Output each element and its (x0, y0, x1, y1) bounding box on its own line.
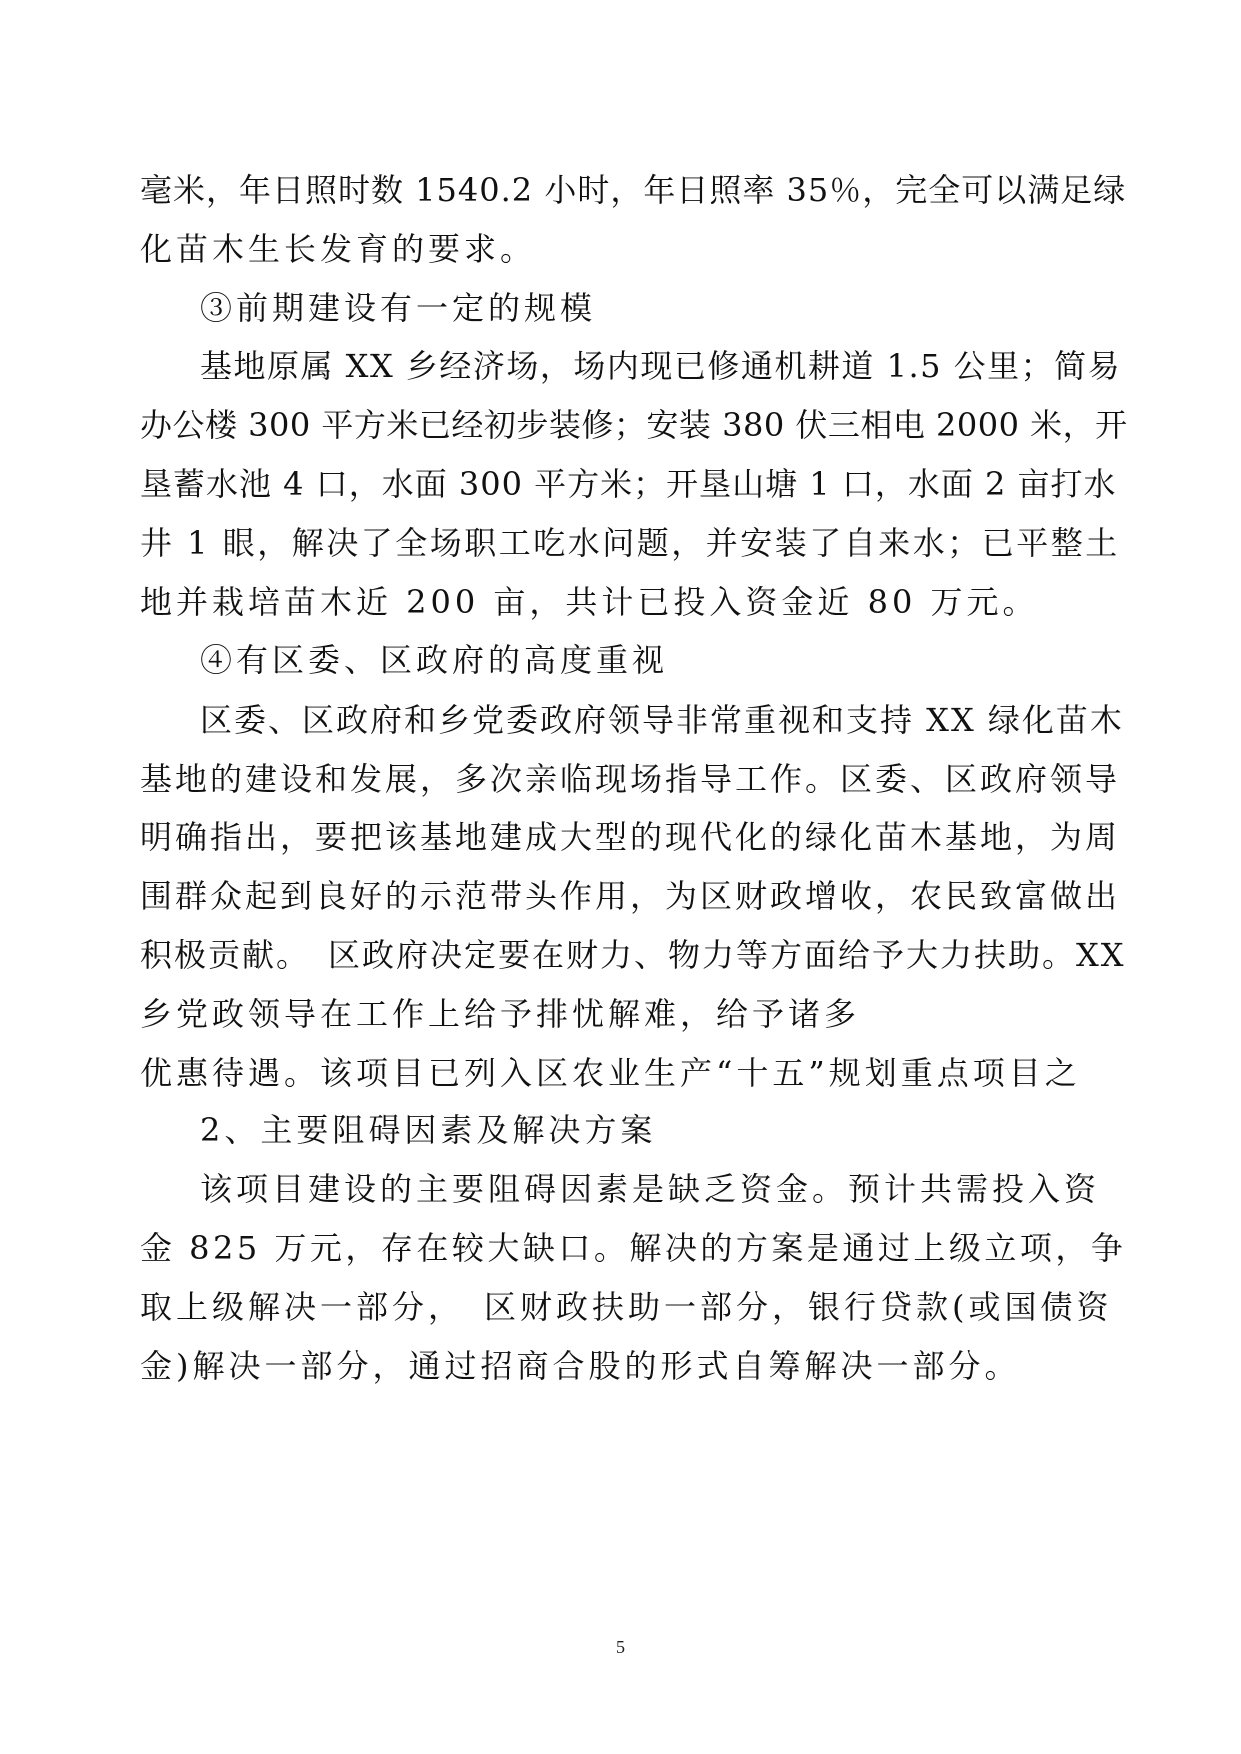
text-line: 地并栽培苗木近 200 亩，共计已投入资金近 80 万元。 (140, 583, 1039, 621)
text-line: 化苗木生长发育的要求。 (140, 230, 537, 268)
text-line: 优惠待遇。该项目已列入区农业生产“十五”规划重点项目之 (140, 1054, 1081, 1092)
text-line: 垦蓄水池 4 口，水面 300 平方米；开垦山塘 1 口，水面 2 亩打水 (140, 465, 1117, 503)
text-line: 金)解决一部分，通过招商合股的形式自筹解决一部分。 (140, 1347, 1021, 1385)
page-number: 5 (616, 1637, 625, 1657)
text-line: 该项目建设的主要阻碍因素是缺乏资金。预计共需投入资 (200, 1170, 1101, 1208)
text-line: 基地的建设和发展，多次亲临现场指导工作。区委、区政府领导 (140, 760, 1121, 798)
text-line: 办公楼 300 平方米已经初步装修；安装 380 伏三相电 2000 米，开 (140, 406, 1128, 444)
section-heading: 2、主要阻碍因素及解决方案 (200, 1111, 657, 1149)
text-line: 毫米，年日照时数 1540.2 小时，年日照率 35％，完全可以满足绿 (140, 171, 1127, 209)
text-line: 取上级解决一部分， 区财政扶助一部分，银行贷款(或国债资 (140, 1288, 1113, 1326)
text-line: 明确指出，要把该基地建成大型的现代化的绿化苗木基地，为周 (140, 818, 1121, 856)
text-line: 金 825 万元，存在较大缺口。解决的方案是通过上级立项，争 (140, 1229, 1127, 1267)
section-heading: ③前期建设有一定的规模 (200, 289, 597, 327)
text-line: 积极贡献。 区政府决定要在财力、物力等方面给予大力扶助。XX (140, 936, 1126, 974)
section-heading: ④有区委、区政府的高度重视 (200, 641, 669, 679)
text-line: 乡党政领导在工作上给予排忧解难，给予诸多 (140, 995, 861, 1033)
text-line: 围群众起到良好的示范带头作用，为区财政增收，农民致富做出 (140, 877, 1121, 915)
text-line: 基地原属 XX 乡经济场，场内现已修通机耕道 1.5 公里；简易 (200, 347, 1122, 385)
text-line: 区委、区政府和乡党委政府领导非常重视和支持 XX 绿化苗木 (200, 701, 1124, 739)
text-line: 井 1 眼，解决了全场职工吃水问题，并安装了自来水；已平整土 (140, 524, 1120, 562)
